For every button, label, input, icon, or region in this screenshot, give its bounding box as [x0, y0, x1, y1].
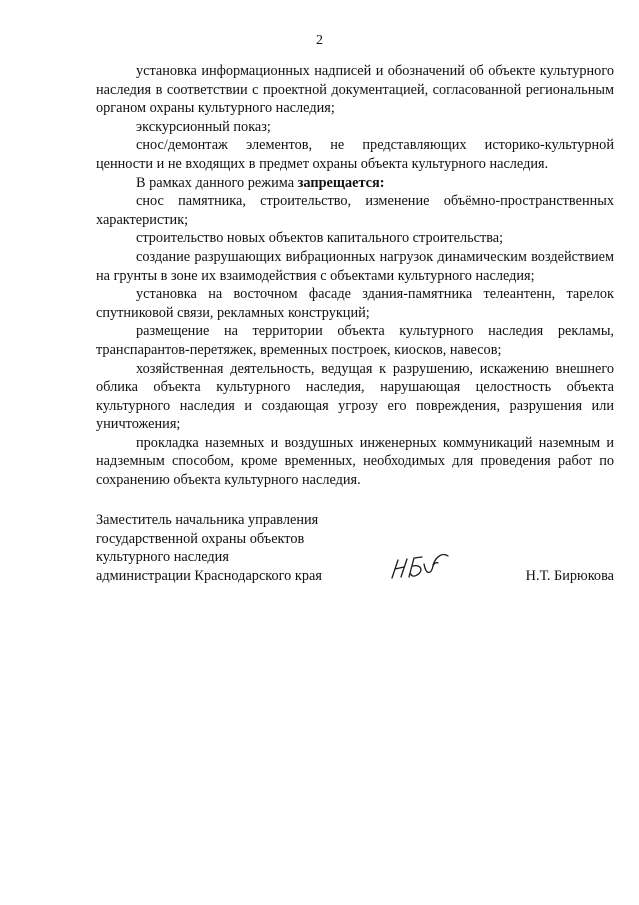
- paragraph-monument-demolition: [96, 192, 614, 229]
- paragraph-text: установка информационных надписей и обозначений об объекте культурного наследия в соответствии с проектной документацией, согласованной региональным органом охраны культурного наследия;: [96, 63, 614, 117]
- page-number: 2: [316, 33, 323, 48]
- paragraph-utilities: [96, 434, 614, 490]
- paragraph-text: В рамках данного режима: [136, 174, 298, 191]
- paragraph-text: прокладка наземных и воздушных инженерных коммуникаций наземным и надземным способом, кроме временных, необходимых для проведения работ по сохранению объекта культурного наследия.: [96, 434, 614, 489]
- signature-block: [96, 511, 614, 591]
- signatory-title: [96, 511, 356, 585]
- paragraph-text: размещение на территории объекта культурного наследия рекламы, транспарантов-перетяжек, временных построек, киосков, навесов;: [96, 323, 614, 358]
- paragraph-excursion: [96, 118, 614, 137]
- signatory-title-line: администрации Краснодарского края: [96, 567, 322, 584]
- paragraph-text: снос/демонтаж элементов, не представляющих историко-культурной ценности и не входящих в предмет охраны объекта культурного наследия.: [96, 137, 614, 172]
- paragraph-text: снос памятника, строительство, изменение объёмно-пространственных характеристик;: [96, 193, 614, 228]
- prohibited-emphasis: запрещается:: [297, 174, 385, 191]
- paragraph-text: экскурсионный показ;: [136, 118, 271, 135]
- paragraph-text: строительство новых объектов капитального строительства;: [136, 230, 504, 247]
- paragraph-demolition-elements: [96, 136, 614, 173]
- paragraph-text: создание разрушающих вибрационных нагрузок динамическим воздействием на грунты в зоне их взаимодействия с объектами культурного наследия;: [96, 248, 614, 284]
- paragraph-text: установка на восточном фасаде здания-памятника телеантенн, тарелок спутниковой связи, рекламных конструкций;: [96, 286, 614, 321]
- paragraph-antennas: [96, 285, 614, 322]
- paragraph-vibration-loads: [96, 248, 614, 285]
- signatory-title-line: Заместитель начальника управления: [96, 512, 319, 528]
- paragraph-economic-activity: [96, 360, 614, 434]
- paragraph-prohibited-intro: [96, 174, 614, 193]
- paragraph-signage: [96, 62, 614, 118]
- signatory-name: Н.Т. Бирюкова: [525, 567, 614, 584]
- document-body: [96, 62, 614, 490]
- signatory-title-line: культурного наследия: [96, 549, 229, 566]
- paragraph-text: хозяйственная деятельность, ведущая к разрушению, искажению внешнего облика объекта культурного наследия, нарушающая целостность объекта культурного наследия и создающая угрозу его повреждения, разрушения или уничтожения;: [96, 360, 614, 433]
- handwritten-signature: [388, 551, 450, 581]
- paragraph-advertising: [96, 322, 614, 359]
- paragraph-new-construction: [96, 229, 614, 248]
- signatory-title-line: государственной охраны объектов: [96, 530, 305, 547]
